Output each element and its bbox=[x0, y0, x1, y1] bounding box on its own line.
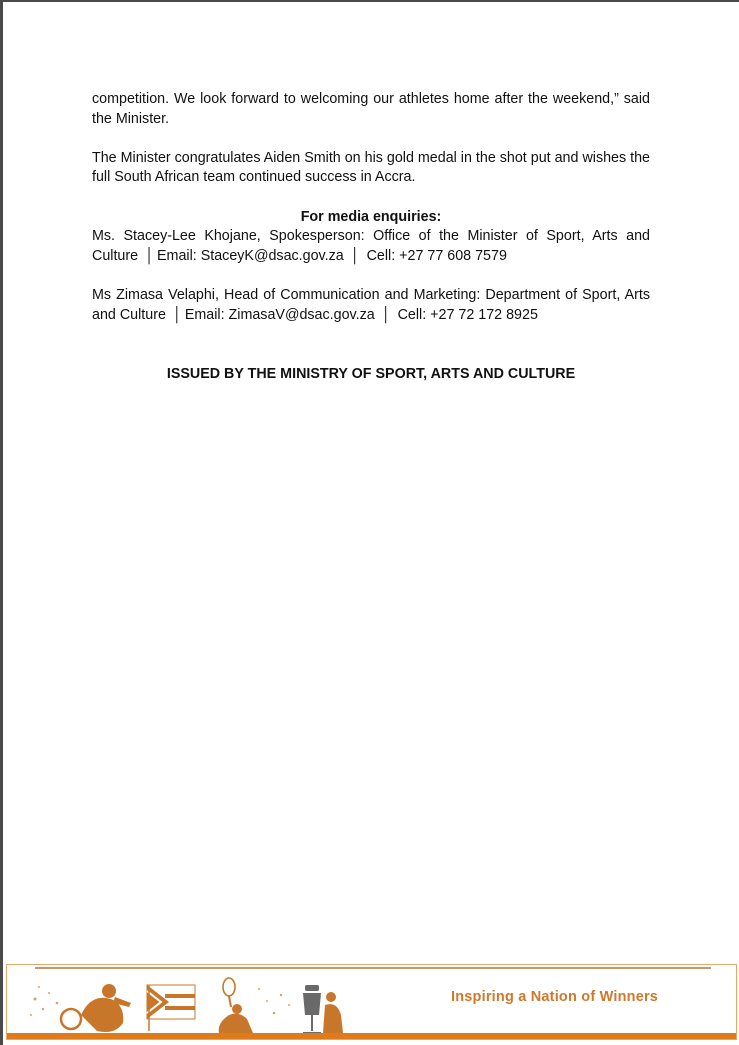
contact-communications-name: Ms Zimasa Velaphi, Head of Communication and Marketing: Department of Sport, Arts and Culture bbox=[92, 286, 650, 323]
contact-spokesperson bbox=[92, 227, 650, 266]
separator: │ bbox=[172, 306, 182, 323]
media-enquiries-heading: For media enquiries: bbox=[300, 208, 442, 225]
window-left-border bbox=[0, 0, 3, 1045]
separator: │ bbox=[145, 247, 155, 264]
wheelchair-athlete-icon bbox=[61, 984, 131, 1032]
footer-graphic bbox=[19, 975, 349, 1037]
contact-spokesperson-email[interactable]: Email: StaceyK@dsac.gov.za bbox=[157, 247, 344, 264]
paragraph-congratulations: The Minister congratulates Aiden Smith on his gold medal in the shot put and wishes the full South African team continued success in Accra. bbox=[92, 149, 650, 186]
contact-communications bbox=[92, 286, 650, 325]
footer-banner bbox=[6, 964, 737, 1040]
issued-by-line: ISSUED BY THE MINISTRY OF SPORT, ARTS AND CULTURE bbox=[166, 366, 576, 382]
footer-slogan: Inspiring a Nation of Winners bbox=[451, 989, 659, 1005]
separator: │ bbox=[381, 306, 391, 323]
paragraph-quote: competition. We look forward to welcoming our athletes home after the weekend,” said the Minister. bbox=[92, 91, 650, 127]
contact-communications-cell: Cell: +27 72 172 8925 bbox=[397, 306, 538, 323]
tennis-player-icon bbox=[219, 978, 253, 1033]
footer-divider bbox=[35, 967, 711, 969]
document-body bbox=[92, 90, 650, 345]
dress-form-icon bbox=[303, 985, 343, 1033]
separator: │ bbox=[350, 247, 360, 264]
flag-icon bbox=[147, 985, 195, 1031]
footer-accent-bar bbox=[7, 1033, 736, 1039]
contact-communications-email[interactable]: Email: ZimasaV@dsac.gov.za bbox=[184, 306, 375, 323]
contact-spokesperson-name: Ms. Stacey-Lee Khojane, Spokesperson: Office of the Minister of Sport, Arts and Culture bbox=[92, 228, 650, 264]
contact-spokesperson-cell: Cell: +27 77 608 7579 bbox=[366, 247, 507, 264]
window-top-border bbox=[0, 0, 739, 2]
